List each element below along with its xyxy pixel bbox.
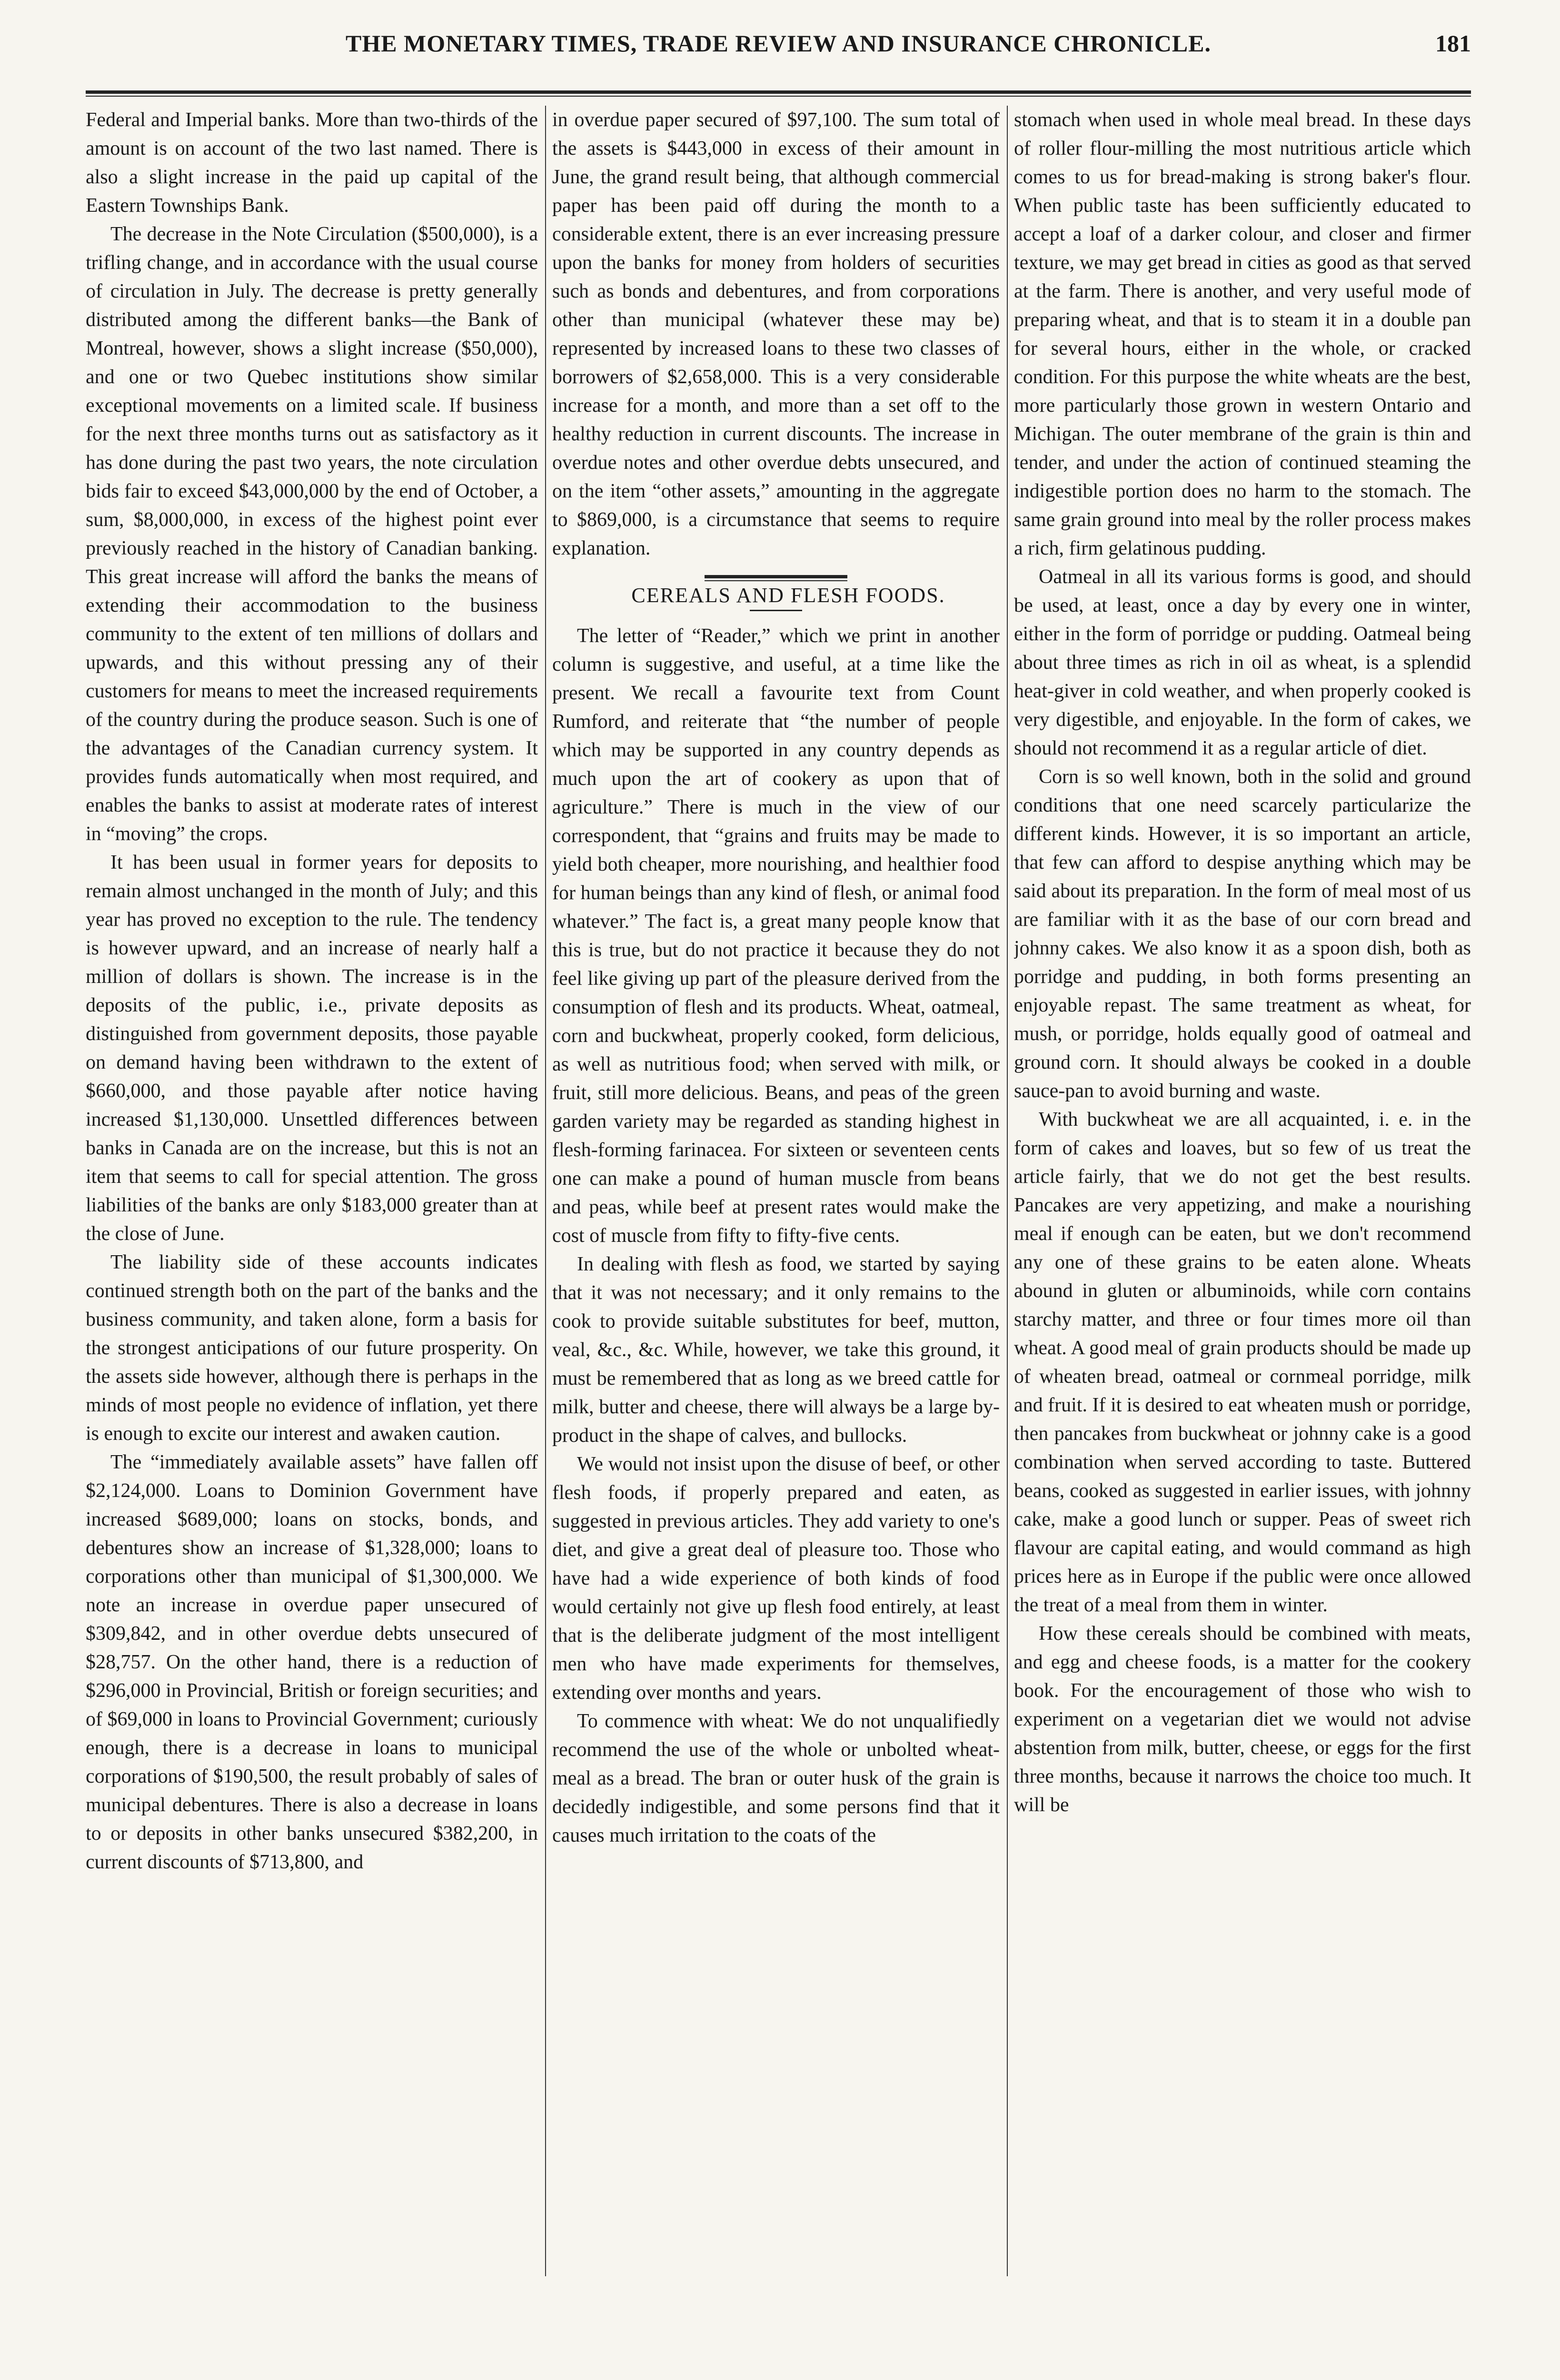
paragraph: The liability side of these accounts indicates continued strength both on the part of the banks and the business community, and taken alone, form a basis for the strongest anticipations of our future prosperity. On the assets side however, although there is perhaps in the minds of most people no evidence of inflation, yet there is enough to excite our interest and awaken caution. (86, 1251, 538, 1445)
article-heading: CEREALS AND FLESH FOODS. (631, 584, 945, 607)
paragraph: The letter of “Reader,” which we print in another column is suggestive, and useful, at a time like the present. We recall a favourite text from Count Rumford, and reiterate that “the number of people which may be supported in any country depends as much upon the art of cookery as upon that of agriculture.” There is much in the view of our correspondent, that “grains and fruits may be made to yield both cheaper, more nourishing, and healthier food for human beings than any kind of flesh, or animal food whatever.” The fact is, a great many people know that this is true, but do not practice it because they do not feel like giving up part of the pleasure derived from the consumption of flesh and its products. Wheat, oatmeal, corn and buckwheat, properly cooked, form delicious, as well as nutritious food; when served with milk, or fruit, still more delicious. Beans, and peas of the green garden variety may be regarded as standing highest in flesh-forming farinacea. For sixteen or seventeen cents one can make a pound of human muscle from beans and peas, while beef at present rates would make the cost of muscle from fifty to fifty-five cents. (552, 625, 1000, 1247)
paragraph: In dealing with flesh as food, we started by saying that it was not necessary; and it only remains to the cook to provide suitable substitutes for beef, mutton, veal, &c., &c. While, however, we take this ground, it must be remembered that as long as we breed cattle for milk, butter and cheese, there will always be a large by-product in the shape of calves, and bullocks. (552, 1253, 1000, 1447)
paragraph: stomach when used in whole meal bread. In these days of roller flour-milling the most nutritious article which comes to us for bread-making is strong baker's flour. When public taste has been sufficiently educated to accept a loaf of a darker colour, and closer and firmer texture, we may get bread in cities as good as that served at the farm. There is another, and very useful mode of preparing wheat, and that is to steam it in a double pan for several hours, either in the whole, or cracked condition. For this purpose the white wheats are the best, more particularly those grown in western Ontario and Michigan. The outer membrane of the grain is thin and tender, and under the action of continued steaming the indigestible portion does no harm to the stomach. The same grain ground into meal by the roller process makes a rich, firm gelatinous pudding. (1014, 109, 1471, 559)
paragraph: It has been usual in former years for deposits to remain almost unchanged in the month of July; and this year has proved no exception to the rule. The tendency is however upward, and an increase of nearly half a million of dollars is shown. The increase is in the deposits of the public, i.e., private deposits as distinguished from government deposits, those payable on demand having been withdrawn to the extent of $660,000, and those payable after notice having increased $1,130,000. Unsettled differences between banks in Canada are on the increase, but this is not an item that seems to call for special attention. The gross liabilities of the banks are only $183,000 greater than at the close of June. (86, 852, 538, 1245)
column-divider (1007, 106, 1008, 2276)
paragraph: Oatmeal in all its various forms is good, and should be used, at least, once a day by every one in winter, either in the form of porridge or pudding. Oatmeal being about three times as rich in oil as wheat, is a splendid heat-giver in cold weather, and when properly cooked is very digestible, and enjoyable. In the form of cakes, we should not recommend it as a regular article of diet. (1014, 566, 1471, 759)
paragraph: To commence with wheat: We do not unqualifiedly recommend the use of the whole or unbolted wheat-meal as a bread. The bran or outer husk of the grain is decidedly indigestible, and some persons find that it causes much irritation to the coats of the (552, 1710, 1000, 1846)
page-header (86, 30, 1471, 68)
column-1 (86, 106, 538, 2257)
publication-title: THE MONETARY TIMES, TRADE REVIEW AND INSURANCE CHRONICLE. (345, 30, 1212, 57)
paragraph: With buckwheat we are all acquainted, i. e. in the form of cakes and loaves, but so few of us treat the article fairly, that we do not get the best results. Pancakes are very appetizing, and make a nourishing meal if enough can be eaten, but we don't recommend any one of these grains to be eaten alone. Wheats abound in gluten or albuminoids, while corn contains starchy matter, and three or four times more oil than wheat. A good meal of grain products should be made up of wheaten bread, oatmeal or cornmeal porridge, milk and fruit. If it is desired to eat wheaten mush or porridge, then pancakes from buckwheat or johnny cake is a good combination when served according to taste. Buttered beans, cooked as suggested in earlier issues, with johnny cake, make a good lunch or supper. Peas of sweet rich flavour are capital eating, and would command as high prices here as in Europe if the public were once allowed the treat of a meal from them in winter. (1014, 1109, 1471, 1616)
paragraph: We would not insist upon the disuse of beef, or other flesh foods, if properly prepared and eaten, as suggested in previous articles. They add variety to one's diet, and give a great deal of pleasure too. Those who have had a wide experience of both kinds of food would certainly not give up flesh food entirely, at least that is the deliberate judgment of the most intelligent men who have made experiments for themselves, extending over months and years. (552, 1453, 1000, 1704)
column-2 (552, 106, 1000, 2257)
paragraph: Federal and Imperial banks. More than two-thirds of the amount is on account of the two last named. There is also a slight increase in the paid up capital of the Eastern Townships Bank. (86, 109, 538, 217)
heading-underline-rule (750, 610, 802, 611)
column-divider (545, 106, 546, 2276)
paragraph: in overdue paper secured of $97,100. The sum total of the assets is $443,000 in excess of their amount in June, the grand result being, that although commercial paper has been paid off during the month to a considerable extent, there is an ever increasing pressure upon the banks for money from holders of securities such as bonds and debentures, and from corporations other than municipal (whatever these may be) represented by increased loans to these two classes of borrowers of $2,658,000. This is a very considerable increase for a month, and more than a set off to the healthy reduction in current discounts. The increase in overdue notes and other overdue debts unsecured, and on the item “other assets,” amounting in the aggregate to $869,000, is a circumstance that seems to require explanation. (552, 109, 1000, 559)
paragraph: The decrease in the Note Circulation ($500,000), is a trifling change, and in accordance with the usual course of circulation in July. The decrease is pretty generally distributed among the different banks—the Bank of Montreal, however, shows a slight increase ($50,000), and one or two Quebec institutions show similar exceptional movements on a limited scale. If business for the next three months turns out as satisfactory as it has done during the past two years, the note circulation bids fair to exceed $43,000,000 by the end of October, a sum, $8,000,000, in excess of the highest point ever previously reached in the history of Canadian banking. This great increase will afford the banks the means of extending their accommodation to the business community to the extent of ten millions of dollars and upwards, and this without pressing any of their customers for means to meet the increased requirements of the country during the produce season. Such is one of the advantages of the Canadian currency system. It provides funds automatically when most required, and enables the banks to assist at moderate rates of interest in “moving” the crops. (86, 223, 538, 845)
section-divider-rule (705, 575, 847, 581)
header-rule (86, 90, 1471, 97)
paragraph: Corn is so well known, both in the solid and ground conditions that one need scarcely particularize the different kinds. However, it is so important an article, that few can afford to despise anything which may be said about its preparation. In the form of meal most of us are familiar with it as the base of our corn bread and johnny cakes. We also know it as a spoon dish, both as porridge and pudding, in both forms presenting an enjoyable repast. The same treatment as wheat, for mush, or porridge, holds equally good of oatmeal and ground corn. It should always be cooked in a double sauce-pan to avoid burning and waste. (1014, 766, 1471, 1102)
column-3 (1014, 106, 1471, 2257)
paragraph: The “immediately available assets” have fallen off $2,124,000. Loans to Dominion Government have increased $689,000; loans on stocks, bonds, and debentures show an increase of $1,328,000; loans to corporations other than municipal of $1,300,000. We note an increase in overdue paper unsecured of $309,842, and in other overdue debts unsecured of $28,757. On the other hand, there is a reduction of $296,000 in Provincial, British or foreign securities; and of $69,000 in loans to Provincial Government; curiously enough, there is a decrease in loans to municipal corporations of $190,500, the result probably of sales of municipal debentures. There is also a decrease in loans to or deposits in other banks unsecured $382,200, in current discounts of $713,800, and (86, 1451, 538, 1873)
page-number: 181 (1435, 30, 1471, 57)
paragraph: How these cereals should be combined with meats, and egg and cheese foods, is a matter for the cookery book. For the encouragement of those who wish to experiment on a vegetarian diet we would not advise abstention from milk, butter, cheese, or eggs for the first three months, because it narrows the choice too much. It will be (1014, 1623, 1471, 1816)
